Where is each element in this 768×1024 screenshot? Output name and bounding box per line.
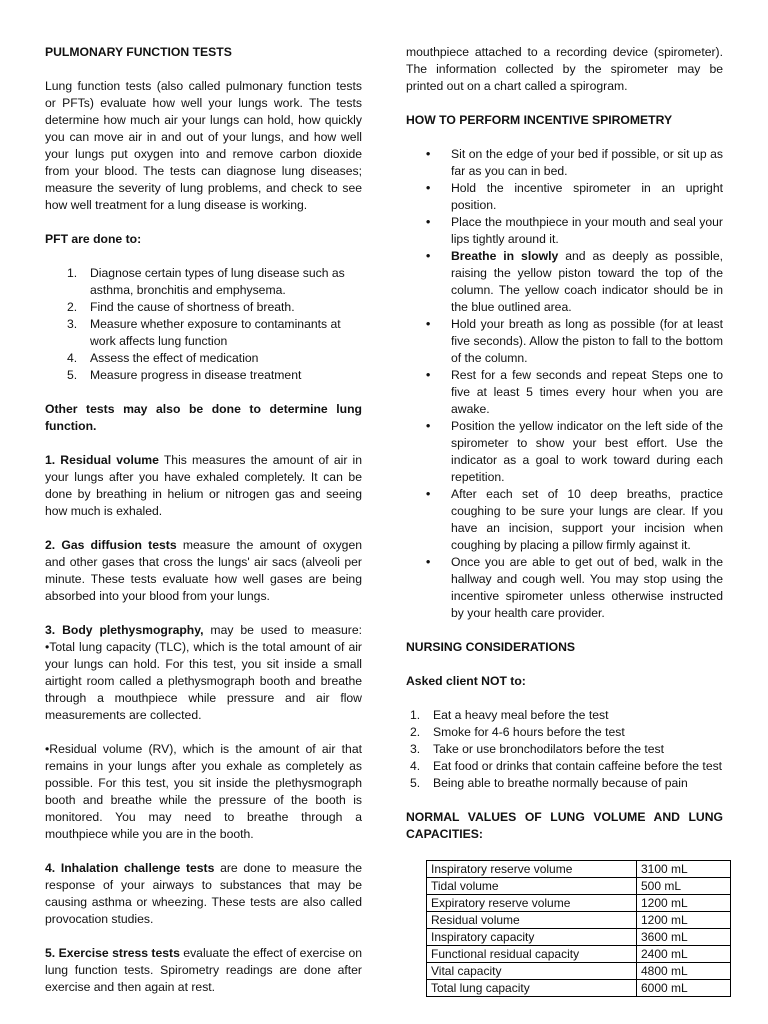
table-cell-value: 3600 mL [637,929,731,946]
table-cell-value: 3100 mL [637,861,731,878]
list-text: Assess the effect of medication [90,351,259,365]
bullet: • [426,368,431,382]
list-text: After each set of 10 deep breaths, practice coughing to be sure your lungs are clear. If you have an incision, support your incision when coughing by placing a pillow firmly against it. [451,487,723,552]
list-item [406,214,723,248]
list-text: Place the mouthpiece in your mouth and seal your lips tightly around it. [451,215,723,246]
list-text: Position the yellow indicator on the left side of the spirometer to show your best effort. Use the indicator as a goal to work toward during each repetition. [451,419,723,484]
table-row [427,980,731,997]
spirometry-steps [406,146,723,622]
list-item [406,486,723,554]
gas-diffusion-paragraph [45,537,362,605]
table-cell-label: Tidal volume [427,878,637,895]
list-text: Take or use bronchodilators before the test [433,742,665,756]
list-number: 5. [410,776,421,790]
list-item [406,180,723,214]
table-cell-value: 4800 mL [637,963,731,980]
other-tests-paragraph: Other tests may also be done to determine lung function. [45,402,362,433]
list-item [45,299,362,316]
normal-values-heading: NORMAL VALUES OF LUNG VOLUME AND LUNG CAPACITIES: [406,810,723,841]
spirometry-continuation: mouthpiece attached to a recording device (spirometer). The information collected by the spirometer may be printed out on a chart called a spirogram. [406,45,723,93]
table-cell-value: 500 mL [637,878,731,895]
asked-heading: Asked client NOT to: [406,674,526,688]
list-text: Hold your breath as long as possible (for at least five seconds). Allow the piston to fall to the bottom of the column. [451,317,723,365]
list-item [45,265,362,299]
table-row [427,861,731,878]
table-row [427,912,731,929]
bullet: • [426,249,431,263]
table-cell-value: 2400 mL [637,946,731,963]
list-item [406,758,723,775]
pft-heading: PFT are done to: [45,232,142,246]
pft-list [45,265,362,384]
list-number: 3. [67,317,78,331]
list-number: 2. [410,725,421,739]
residual-volume-lead: 1. Residual volume [45,453,159,467]
body-plethysmography-paragraph [45,622,362,724]
list-text: and as deeply as possible, raising the yellow piston toward the top of the column. The yellow coach indicator should be in the blue outlined area. [451,249,723,314]
gas-diffusion-lead: 2. Gas diffusion tests [45,538,177,552]
residual-volume-text: This measures the amount of air in your lungs after you have exhaled completely. It can be done by breathing in helium or nitrogen gas and seeing how much is exhaled. [45,453,363,518]
table-row [427,963,731,980]
table-row [427,895,731,912]
list-item [406,741,723,758]
list-item [406,248,723,316]
list-number: 3. [410,742,421,756]
table-row [427,878,731,895]
list-text: Measure progress in disease treatment [90,368,302,382]
list-item [406,316,723,367]
list-text: Sit on the edge of your bed if possible, or sit up as far as you can in bed. [451,147,723,178]
list-text: Hold the incentive spirometer in an upright position. [451,181,723,212]
bullet: • [426,317,431,331]
list-text-bold: Breathe in slowly [451,249,559,263]
table-row [427,946,731,963]
exercise-stress-lead: 5. Exercise stress tests [45,946,180,960]
list-number: 4. [410,759,421,773]
list-number: 4. [67,351,78,365]
normal-values-table [426,860,731,997]
inhalation-challenge-text: are done to measure the response of your airways to substances that may be causing asthma or wheezing. These tests are also called provocation studies. [45,861,363,926]
list-text: Smoke for 4-6 hours before the test [433,725,625,739]
table-cell-label: Vital capacity [427,963,637,980]
list-text: Being able to breathe normally because of pain [433,776,688,790]
table-row [427,929,731,946]
body-plethysmography-lead: 3. Body plethysmography, [45,623,204,637]
table-cell-value: 1200 mL [637,912,731,929]
document-title: PULMONARY FUNCTION TESTS [45,45,232,59]
list-text: Rest for a few seconds and repeat Steps one to five at least 5 times every hour when you are awake. [451,368,723,416]
left-column [45,44,362,1013]
list-item [406,775,723,792]
list-text: Eat food or drinks that contain caffeine before the test [433,759,723,773]
list-item [406,707,723,724]
bullet: • [426,419,431,433]
list-number: 1. [410,708,421,722]
table-cell-value: 1200 mL [637,895,731,912]
body-plethysmography-text: may be used to measure: •Total lung capacity (TLC), which is the total amount of air your lungs can hold. For this test, you sit inside a small airtight room called a plethysmograph booth and breathe through a mouthpiece while pressure and air flow measurements are collected. [45,623,363,722]
list-text: Eat a heavy meal before the test [433,708,609,722]
list-number: 2. [67,300,78,314]
list-item [406,146,723,180]
inhalation-challenge-paragraph [45,860,362,928]
list-text: Find the cause of shortness of breath. [90,300,295,314]
bullet: • [426,555,431,569]
list-item [45,367,362,384]
how-to-heading: HOW TO PERFORM INCENTIVE SPIROMETRY [406,113,673,127]
intro-paragraph: Lung function tests (also called pulmonary function tests or PFTs) evaluate how well your lungs work. The tests determine how much air your lungs can hold, how quickly you can move air in and out of your lungs, and how well your lungs put oxygen into and remove carbon dioxide from your blood. The tests can diagnose lung diseases; measure the severity of lung problems, and check to see how well treatment for a lung disease is working. [45,79,362,212]
nursing-heading: NURSING CONSIDERATIONS [406,640,576,654]
inhalation-challenge-lead: 4. Inhalation challenge tests [45,861,215,875]
table-cell-label: Residual volume [427,912,637,929]
list-item [45,350,362,367]
table-cell-label: Total lung capacity [427,980,637,997]
bullet: • [426,181,431,195]
bullet: • [426,147,431,161]
list-text: Once you are able to get out of bed, walk in the hallway and cough well. You may stop using the incentive spirometer unless otherwise instructed by your health care provider. [451,555,723,620]
table-cell-label: Inspiratory capacity [427,929,637,946]
exercise-stress-text: evaluate the effect of exercise on lung function tests. Spirometry readings are done after exercise and then again at rest. [45,946,363,994]
list-item [406,724,723,741]
table-cell-label: Functional residual capacity [427,946,637,963]
list-number: 5. [67,368,78,382]
list-item [45,316,362,350]
table-cell-label: Expiratory reserve volume [427,895,637,912]
table-cell-value: 6000 mL [637,980,731,997]
bullet: • [426,487,431,501]
residual-volume-paragraph [45,452,362,520]
list-item [406,418,723,486]
right-column [406,44,723,997]
list-text: Measure whether exposure to contaminants at work affects lung function [90,317,341,348]
list-item [406,554,723,622]
residual-volume-rv-paragraph: •Residual volume (RV), which is the amount of air that remains in your lungs after you exhale as completely as possible. For this test, you sit inside the plethysmograph booth and breathe while the pressure of the booth is monitored. You may need to breathe through a mouthpiece while you are in the booth. [45,742,362,841]
table-cell-label: Inspiratory reserve volume [427,861,637,878]
bullet: • [426,215,431,229]
gas-diffusion-text: measure the amount of oxygen and other gases that cross the lungs' air sacs (alveoli per minute. These tests evaluate how well gases are being absorbed into your blood from your lungs. [45,538,363,603]
asked-list [406,707,723,792]
list-text: Diagnose certain types of lung disease such as asthma, bronchitis and emphysema. [90,266,345,297]
list-number: 1. [67,266,78,280]
list-item [406,367,723,418]
exercise-stress-paragraph [45,945,362,996]
